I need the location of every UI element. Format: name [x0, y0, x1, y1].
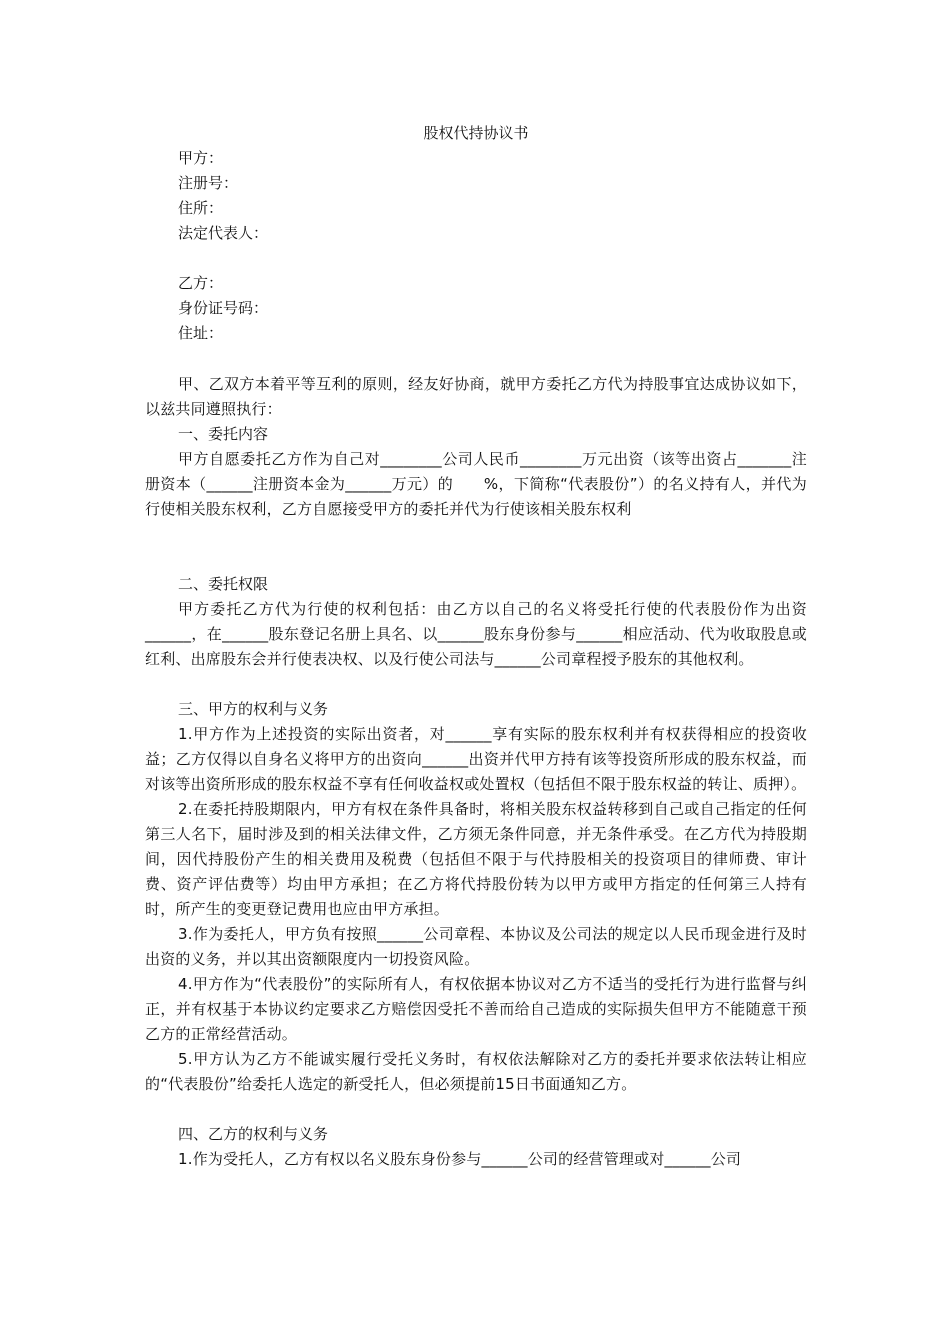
spacer: [145, 246, 807, 271]
party-a-label: 甲方：: [178, 149, 224, 167]
party-b-label: 乙方：: [178, 274, 224, 292]
section3-item-1: 1.甲方作为上述投资的实际出资者，对______享有实际的股东权利并有权获得相应的投资收益；乙方仅得以自身名义将甲方的出资向______出资并代甲方持有该等投资所形成的股东权益，而对该等出资所形成的股东权益不享有任何收益权或处置权（包括但不限于股东权益的转让、质押）。: [145, 725, 807, 793]
section3-item-2: 2.在委托持股期限内，甲方有权在条件具备时，将相关股东权益转移到自己或自己指定的任何第三人名下，届时涉及到的相关法律文件，乙方须无条件同意，并无条件承受。在乙方代为持股期间，因代持股份产生的相关费用及税费（包括但不限于与代持股相关的投资项目的律师费、审计费、资产评估费等）均由甲方承担；在乙方将代持股份转为以甲方或甲方指定的任何第三人持有时，所产生的变更登记费用也应由甲方承担。: [145, 800, 807, 918]
spacer: [145, 346, 807, 372]
party-b-address: 住址：: [178, 324, 224, 342]
section3-item-4: 4.甲方作为“代表股份”的实际所有人，有权依据本协议对乙方不适当的受托行为进行监督与纠正，并有权基于本协议约定要求乙方赔偿因受托不善而给自己造成的实际损失但甲方不能随意干预乙方的正常经营活动。: [145, 975, 807, 1043]
party-a-address: 住所：: [178, 199, 224, 217]
section3-item-3: 3.作为委托人，甲方负有按照______公司章程、本协议及公司法的规定以人民币现金进行及时出资的义务，并以其出资额限度内一切投资风险。: [145, 925, 807, 968]
document-page: [145, 120, 807, 1172]
section4-item-1: 1.作为受托人，乙方有权以名义股东身份参与______公司的经营管理或对______公司: [178, 1150, 742, 1168]
spacer: [145, 547, 807, 572]
section1-body: 甲方自愿委托乙方作为自己对________公司人民币________万元出资（该等出资占_______注册资本（______注册资本金为______万元）的 %，下简称“代表股份”）的名义持有人，并代为行使相关股东权利，乙方自愿接受甲方的委托并代为行使该相关股东权利: [145, 450, 807, 518]
section2-heading: 二、委托权限: [178, 575, 269, 593]
spacer: [145, 522, 807, 547]
section4-heading: 四、乙方的权利与义务: [178, 1125, 329, 1143]
party-a-reg-no: 注册号：: [178, 174, 239, 192]
intro-paragraph: 甲、乙双方本着平等互利的原则，经友好协商，就甲方委托乙方代为持股事宜达成协议如下，以兹共同遵照执行：: [145, 375, 807, 418]
party-b-block: [145, 271, 807, 346]
section3-item-5: 5.甲方认为乙方不能诚实履行受托义务时，有权依法解除对乙方的委托并要求依法转让相应的“代表股份”给委托人选定的新受托人，但必须提前15日书面通知乙方。: [145, 1050, 807, 1093]
party-b-id-no: 身份证号码：: [178, 299, 269, 317]
section1-heading: 一、委托内容: [178, 425, 269, 443]
party-a-block: [145, 146, 807, 246]
section2-body: 甲方委托乙方代为行使的权利包括：由乙方以自己的名义将受托行使的代表股份作为出资______，在______股东登记名册上具名、以______股东身份参与______相应活动、代为收取股息或红利、出席股东会并行使表决权、以及行使公司法与______公司章程授予股东的其他权利。: [145, 600, 807, 668]
section3-heading: 三、甲方的权利与义务: [178, 700, 329, 718]
spacer: [145, 672, 807, 697]
party-a-legal-rep: 法定代表人：: [178, 224, 269, 242]
document-title: 股权代持协议书: [423, 124, 529, 142]
spacer: [145, 1097, 807, 1122]
